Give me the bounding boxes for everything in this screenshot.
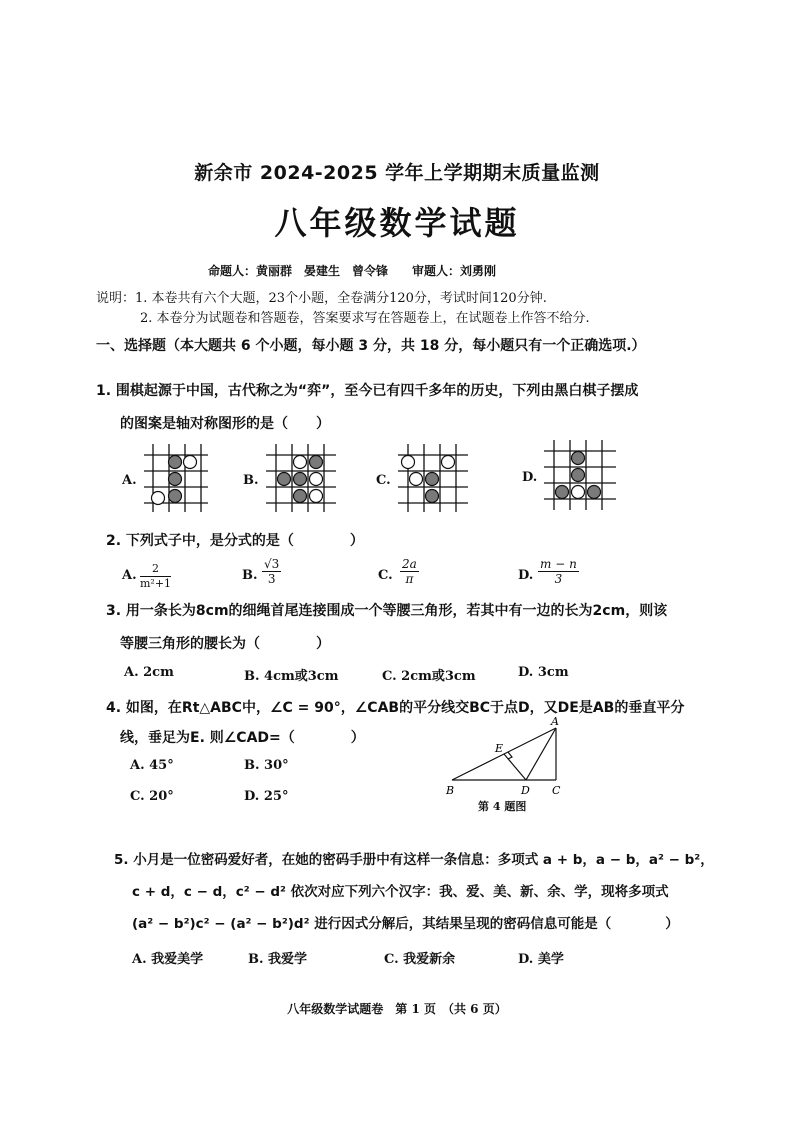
white-stone: [310, 473, 323, 486]
white-stone: [572, 486, 585, 499]
instruction-line-1: 说明：1. 本卷共有六个大题，23个小题，全卷满分120分，考试时间120分钟.: [96, 291, 547, 306]
point-d-label: D: [521, 784, 530, 797]
q1-stem-line2: 的图案是轴对称图形的是（ ）: [120, 416, 330, 432]
vertex-b-label: B: [446, 784, 455, 797]
q1-option-d-label: D.: [522, 470, 538, 485]
black-stone: [426, 490, 439, 503]
fraction-denominator: 3: [267, 572, 276, 586]
black-stone: [572, 469, 585, 482]
q4-triangle-figure: [440, 712, 580, 812]
black-stone: [169, 456, 182, 469]
q1-go-board-c: [394, 440, 472, 514]
section-heading-choice: 一、选择题（本大题共 6 个小题，每小题 3 分，共 18 分，每小题只有一个正确选项.）: [96, 338, 646, 354]
white-stone: [442, 456, 455, 469]
black-stone: [556, 486, 569, 499]
q1-go-board-d: [540, 436, 620, 514]
exam-header-title: 新余市 2024-2025 学年上学期期末质量监测: [194, 162, 600, 184]
q3-option-c: C. 2cm或3cm: [382, 669, 476, 684]
fraction-denominator: 3: [554, 572, 563, 586]
q2-option-a-fraction: [140, 562, 171, 591]
fraction-numerator: m − n: [540, 557, 577, 571]
white-stone: [310, 490, 323, 503]
point-e-label: E: [495, 742, 504, 755]
segment-de: [504, 754, 526, 780]
fraction-numerator: 2a: [402, 557, 417, 571]
vertex-a-label: A: [551, 715, 559, 728]
black-stone: [169, 473, 182, 486]
q4-option-a: A. 45°: [130, 758, 174, 773]
black-stone: [294, 490, 307, 503]
fraction-numerator: √3: [264, 557, 280, 571]
q5-option-d: D. 美学: [518, 952, 564, 967]
q5-stem-line3: (a² − b²)c² − (a² − b²)d² 进行因式分解后，其结果呈现的密码信息可能是（ ）: [132, 916, 679, 932]
white-stone: [184, 456, 197, 469]
q4-option-c: C. 20°: [130, 789, 174, 804]
q4-option-d: D. 25°: [244, 789, 289, 804]
fraction-numerator: 2: [140, 562, 171, 577]
q5-option-a: A. 我爱美学: [132, 952, 204, 967]
q4-option-b: B. 30°: [244, 758, 289, 773]
q5-stem-line2: c + d，c − d，c² − d² 依次对应下列六个汉字：我、爱、美、新、余、学，现将多项式: [132, 884, 669, 900]
q1-option-b-label: B.: [243, 473, 259, 488]
q5-stem-line1: 5. 小月是一位密码爱好者，在她的密码手册中有这样一条信息：多项式 a + b，a − b，a² − b²，: [114, 852, 714, 868]
q1-stem-line1: 1. 围棋起源于中国，古代称之为“弈”，至今已有四千多年的历史，下列由黑白棋子摆成: [96, 383, 639, 399]
fraction-denominator: π: [405, 572, 414, 586]
black-stone: [572, 452, 585, 465]
q2-option-c-fraction: [400, 557, 419, 586]
white-stone: [152, 492, 165, 505]
q2-option-a-label: A.: [122, 568, 137, 583]
q4-figure-caption: 第 4 题图: [478, 800, 527, 813]
black-stone: [169, 490, 182, 503]
black-stone: [426, 473, 439, 486]
q3-stem-line2: 等腰三角形的腰长为（ ）: [120, 636, 330, 652]
instruction-line-2: 2. 本卷分为试题卷和答题卷，答案要求写在答题卷上，在试题卷上作答不给分.: [140, 311, 590, 326]
q3-option-a: A. 2cm: [124, 665, 174, 680]
white-stone: [410, 473, 423, 486]
white-stone: [294, 456, 307, 469]
page-footer: 八年级数学试题卷 第 1 页 （共 6 页）: [287, 1002, 507, 1016]
right-angle-mark: [508, 752, 512, 759]
black-stone: [278, 473, 291, 486]
exam-subject-title: 八年级数学试题: [274, 204, 520, 242]
exam-authors: 命题人：黄丽群 晏建生 曾令锋 审题人：刘勇刚: [208, 264, 497, 278]
q3-option-d: D. 3cm: [518, 665, 569, 680]
black-stone: [294, 473, 307, 486]
fraction-denominator: m²+1: [140, 577, 172, 590]
q5-option-c: C. 我爱新余: [384, 952, 456, 967]
q2-option-b-label: B.: [242, 568, 258, 583]
q4-stem-line2: 线，垂足为E. 则∠CAD=（ ）: [120, 730, 365, 746]
q5-option-b: B. 我爱学: [248, 952, 308, 967]
q2-stem: 2. 下列式子中，是分式的是（ ）: [106, 533, 364, 549]
q1-go-board-b: [262, 440, 340, 514]
q2-option-d-fraction: [538, 557, 579, 586]
white-stone: [402, 456, 415, 469]
q2-option-b-fraction: [262, 557, 281, 586]
q4-stem-line1: 4. 如图，在Rt△ABC中，∠C = 90°，∠CAB的平分线交BC于点D，又DE是AB的垂直平分: [106, 700, 685, 716]
black-stone: [588, 486, 601, 499]
q1-option-a-label: A.: [122, 473, 137, 488]
q1-option-c-label: C.: [376, 473, 391, 488]
q3-option-b: B. 4cm或3cm: [244, 669, 339, 684]
q2-option-c-label: C.: [378, 568, 393, 583]
q1-go-board-a: [138, 440, 212, 514]
q2-option-d-label: D.: [518, 568, 534, 583]
q3-stem-line1: 3. 用一条长为8cm的细绳首尾连接围成一个等腰三角形，若其中有一边的长为2cm，则该: [106, 603, 668, 619]
vertex-c-label: C: [552, 784, 561, 797]
black-stone: [310, 456, 323, 469]
